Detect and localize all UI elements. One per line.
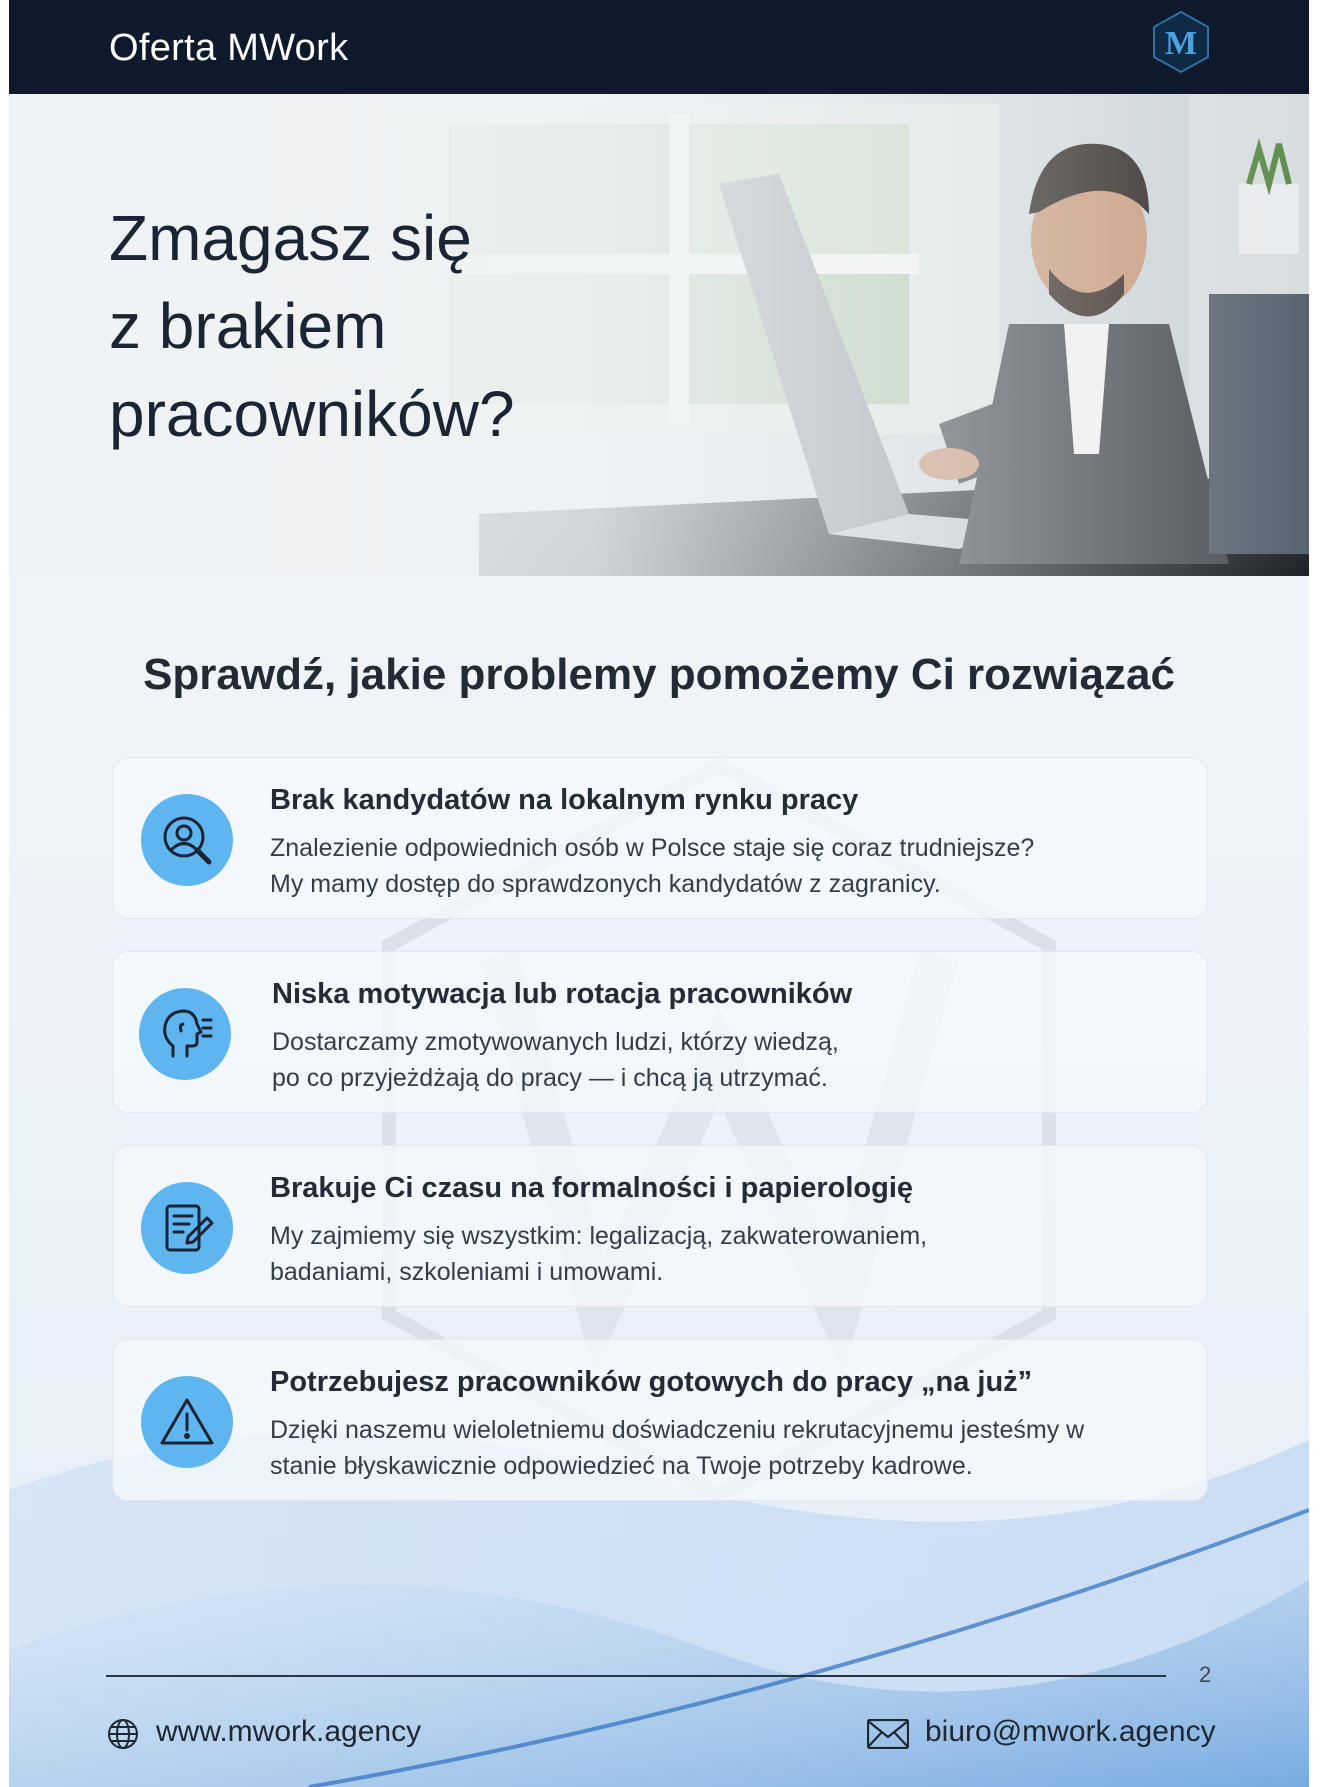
card-text-line: Znalezienie odpowiednich osób w Polsce staje się coraz trudniejsze? [270, 834, 1035, 862]
globe-icon [106, 1717, 140, 1751]
email-link[interactable]: biuro@mwork.agency [925, 1715, 1216, 1748]
card-description [270, 1218, 1180, 1290]
search-person-icon [141, 794, 233, 886]
head-thinking-icon [139, 988, 231, 1080]
svg-text:M: M [1164, 25, 1198, 62]
problem-card [112, 1339, 1208, 1501]
mail-icon [867, 1719, 909, 1749]
card-text-line: po co przyjeżdżają do pracy — i chcą ją utrzymać. [272, 1064, 828, 1092]
footer-email[interactable] [867, 1715, 1216, 1749]
footer-divider [106, 1675, 1166, 1677]
card-text-line: Dostarczamy zmotywowanych ludzi, którzy wiedzą, [272, 1028, 839, 1056]
footer-website[interactable] [106, 1715, 421, 1749]
mwork-logo [1151, 10, 1211, 74]
card-description [270, 830, 1180, 902]
page [9, 0, 1309, 1787]
document-title: Oferta MWork [109, 27, 349, 69]
card-title: Brakuje Ci czasu na formalności i papierologię [270, 1172, 914, 1204]
hero-banner [9, 94, 1309, 576]
hero-line: z brakiem [109, 290, 387, 362]
card-description [270, 1412, 1180, 1484]
section-title: Sprawdź, jakie problemy pomożemy Ci rozwiązać [143, 650, 1175, 699]
card-text-line: My zajmiemy się wszystkim: legalizacją, zakwaterowaniem, [270, 1222, 928, 1250]
hero-headline [109, 194, 669, 458]
hero-line: pracowników? [109, 378, 515, 450]
document-edit-icon [141, 1182, 233, 1274]
card-title: Brak kandydatów na lokalnym rynku pracy [270, 784, 859, 816]
card-text-line: stanie błyskawicznie odpowiedzieć na Twoje potrzeby kadrowe. [270, 1452, 973, 1480]
page-number: 2 [1199, 1662, 1212, 1687]
hero-line: Zmagasz się [109, 202, 472, 274]
card-title: Niska motywacja lub rotacja pracowników [272, 978, 853, 1010]
problem-card [112, 951, 1208, 1113]
problem-card [112, 1145, 1208, 1307]
warning-icon [141, 1376, 233, 1468]
website-link[interactable]: www.mwork.agency [156, 1715, 422, 1748]
card-text-line: My mamy dostęp do sprawdzonych kandydatów z zagranicy. [270, 870, 941, 898]
card-text-line: Dzięki naszemu wieloletniemu doświadczeniu rekrutacyjnemu jesteśmy w [270, 1416, 1085, 1444]
card-description [272, 1024, 1182, 1096]
top-bar [9, 0, 1309, 94]
problem-card [112, 757, 1208, 919]
card-title: Potrzebujesz pracowników gotowych do pracy „na już” [270, 1366, 1033, 1398]
card-text-line: badaniami, szkoleniami i umowami. [270, 1258, 664, 1286]
